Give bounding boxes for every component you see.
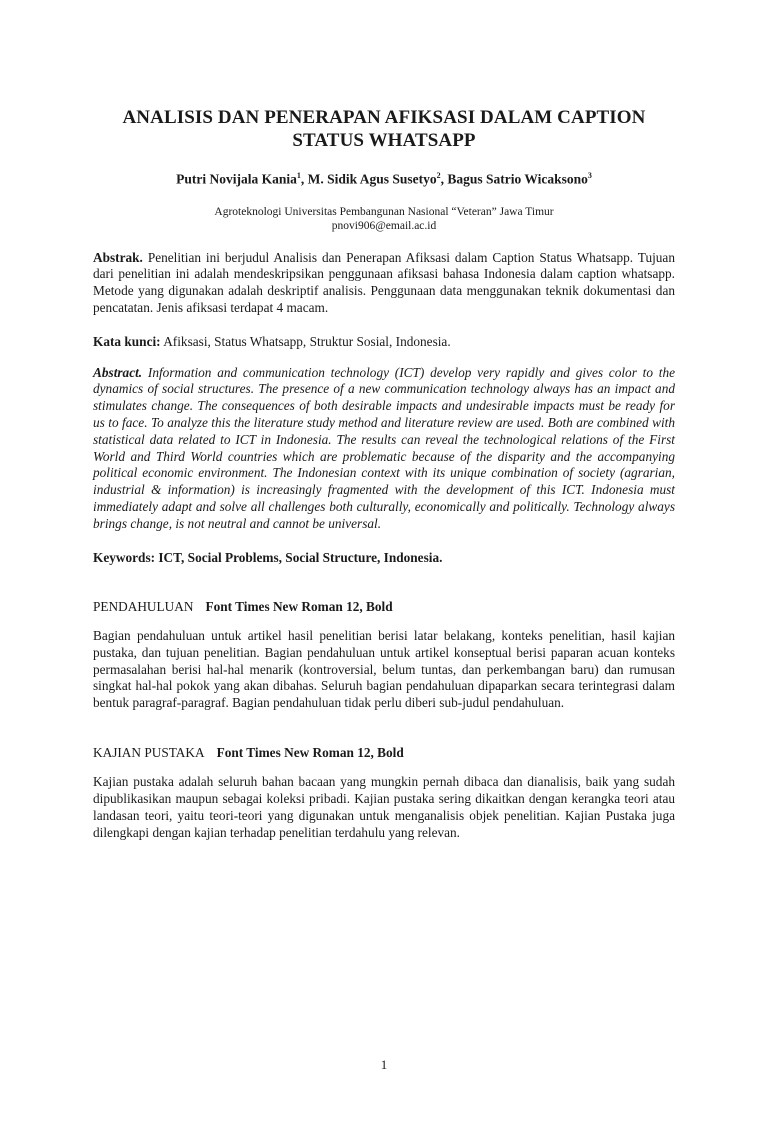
abstrak-label: Abstrak. — [93, 249, 143, 265]
section-heading-label: KAJIAN PUSTAKA — [93, 744, 205, 760]
affiliation-email: pnovi906@email.ac.id — [331, 219, 437, 232]
section-pendahuluan — [93, 598, 675, 712]
author-separator: , — [440, 171, 448, 187]
affiliation-institution: Agroteknologi Universitas Pembangunan Nasional “Veteran” Jawa Timur — [214, 205, 554, 218]
author-list — [93, 168, 675, 188]
author-name: Putri Novijala Kania — [176, 171, 297, 187]
keywords: Keywords: ICT, Social Problems, Social Structure, Indonesia. — [93, 549, 443, 565]
abstract-paragraph — [93, 365, 675, 533]
section-body: Bagian pendahuluan untuk artikel hasil penelitian berisi latar belakang, konteks penelitian, hasil kajian pustaka, dan tujuan penelitian. Bagian pendahuluan untuk artikel konseptual berisi paparan acuan konteks permasalahan berisi hal-hal menarik (kontroversial, belum tuntas, dan perkembangan baru) dan rumusan singkat hal-hal pokok yang akan dibahas. Seluruh bagian pendahuluan dipaparkan secara terintegrasi dalam bentuk paragraf-paragraf. Bagian pendahuluan tidak perlu diberi sub-judul pendahuluan. — [93, 627, 675, 711]
abstract-label: Abstract. — [93, 364, 143, 380]
author-name: M. Sidik Agus Susetyo — [307, 171, 437, 187]
section-kajian-pustaka — [93, 744, 675, 841]
section-heading-note: Font Times New Roman 12, Bold — [205, 598, 393, 614]
paper-title: ANALISIS DAN PENERAPAN AFIKSASI DALAM CAPTION STATUS WHATSAPP — [122, 107, 646, 151]
kata-kunci-text: Afiksasi, Status Whatsapp, Struktur Sosial, Indonesia. — [160, 333, 451, 349]
section-heading — [93, 598, 675, 615]
section-heading — [93, 744, 675, 761]
section-heading-label: PENDAHULUAN — [93, 598, 194, 614]
author-affil-mark: 3 — [587, 171, 592, 180]
kata-kunci-label: Kata kunci: — [93, 333, 161, 349]
affiliation — [93, 205, 675, 233]
section-heading-note: Font Times New Roman 12, Bold — [216, 744, 404, 760]
paper-page — [0, 106, 768, 1130]
author-separator: , — [300, 171, 308, 187]
section-body: Kajian pustaka adalah seluruh bahan bacaan yang mungkin pernah dibaca dan dianalisis, baik yang sudah dipublikasikan maupun sebagai koleksi pribadi. Kajian pustaka sering dikaitkan dengan kerangka teori atau landasan teori, yaitu teori-teori yang digunakan untuk menganalisis objek penelitian. Kajian Pustaka juga dilengkapi dengan kajian terhadap penelitian terdahulu yang relevan. — [93, 774, 675, 840]
kata-kunci — [93, 333, 675, 350]
abstract-text: Information and communication technology (ICT) develop very rapidly and gives color to the dynamics of social structures. The presence of a new communication technology always has an impact and stimulates change. The consequences of both desirable impacts and undesirable impacts must be ready for us to face. To analyze this the literature study method and literature review are used. Both are combined with statistical data related to ICT in Indonesia. The results can reveal the technological relations of the First World and Third World countries which are problematic because of the disparity and the accompanying political economic environment. The Indonesian context with its unique combination of society (agrarian, industrial & information) is increasingly fragmented with the development of this ICT. Indonesia must immediately adapt and solve all challenges both culturally, economically and politically. Technology always brings change, is not neutral and cannot be universal. — [93, 364, 675, 531]
abstrak-text: Penelitian ini berjudul Analisis dan Penerapan Afiksasi dalam Caption Status Whatsapp. Tujuan dari penelitian ini adalah mendeskripsikan penggunaan afiksasi bahasa Indonesia dalam caption whatsapp. Metode yang digunakan adalah deskriptif analisis. Penggunaan data menggunakan teknik dokumentasi dan pencatatan. Jenis afiksasi terdapat 4 macam. — [93, 249, 675, 315]
author-affil-mark: 1 — [296, 171, 301, 180]
author-name: Bagus Satrio Wicaksono — [447, 171, 588, 187]
author-affil-mark: 2 — [436, 171, 441, 180]
abstrak-paragraph — [93, 250, 675, 317]
page-number: 1 — [380, 1057, 388, 1072]
